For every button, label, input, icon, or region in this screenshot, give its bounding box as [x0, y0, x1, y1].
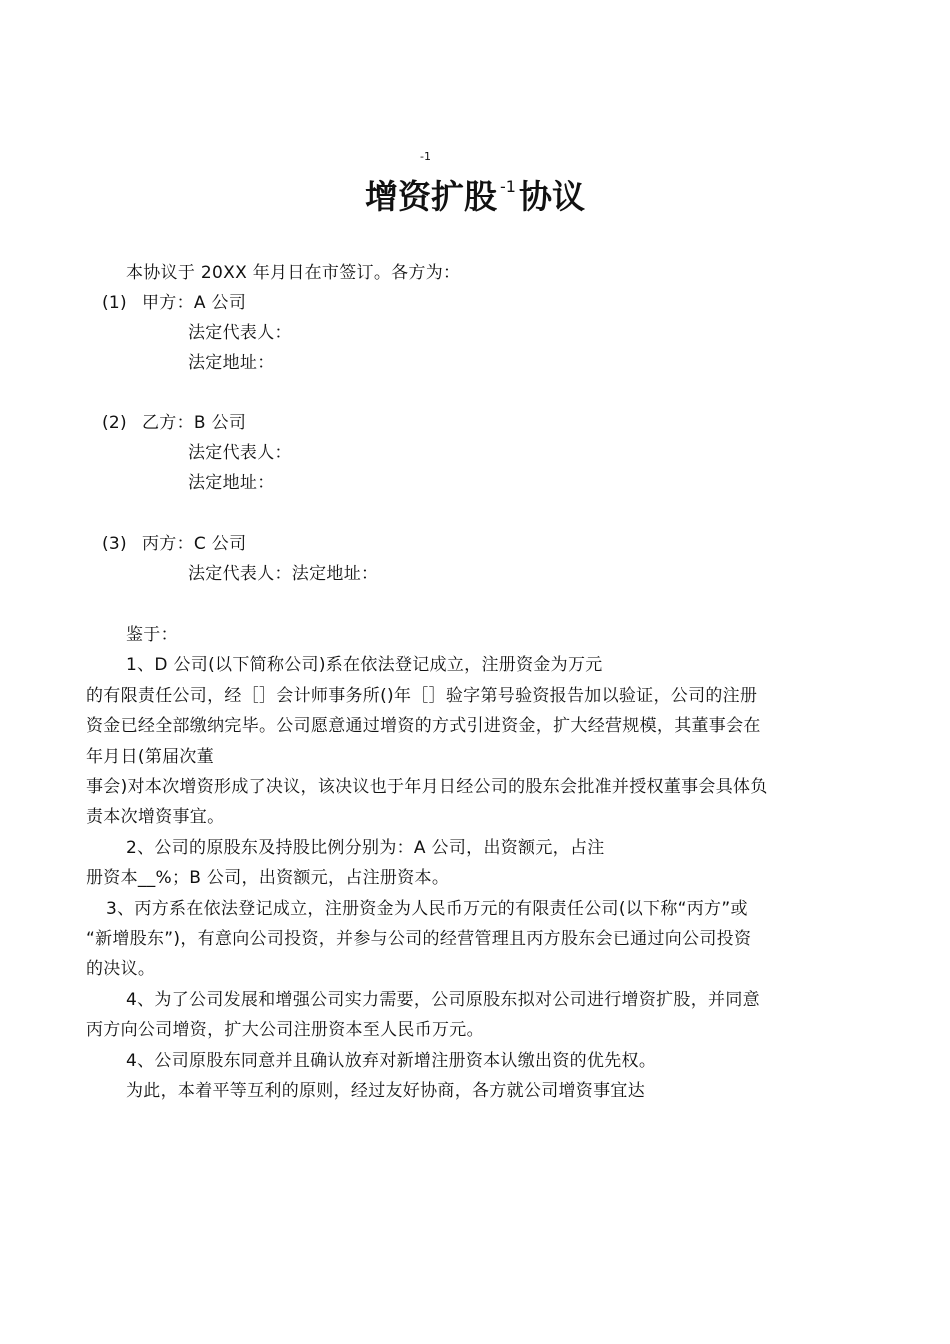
- title-part-2: 协议: [518, 177, 585, 216]
- body-line: 2、公司的原股东及持股比例分别为：A 公司，出资额元，占注: [126, 838, 605, 858]
- body-line: “新增股东”)，有意向公司投资，并参与公司的经营管理且丙方股东会已通过向公司投资: [86, 929, 752, 949]
- document-title: [0, 165, 950, 219]
- body-line: 4、公司原股东同意并且确认放弃对新增注册资本认缴出资的优先权。: [126, 1051, 657, 1071]
- body-line: 的决议。: [86, 959, 156, 979]
- body-line: 3、丙方系在依法登记成立，注册资金为人民币万元的有限责任公司(以下称“丙方”或: [106, 899, 748, 919]
- body-line: 资金已经全部缴纳完毕。公司愿意通过增资的方式引进资金，扩大经营规模，其董事会在: [86, 716, 761, 736]
- body-line: 为此，本着平等互利的原则，经过友好协商，各方就公司增资事宜达: [126, 1081, 645, 1101]
- body-line: 责本次增资事宜。: [86, 807, 225, 827]
- body-line: 的有限责任公司，经［］会计师事务所()年［］验字第号验资报告加以验证，公司的注册: [86, 686, 758, 706]
- party-legal-rep-address: 法定代表人：法定地址：: [188, 564, 379, 584]
- page-marker: -1: [420, 150, 431, 163]
- body-line: 年月日(第届次董: [86, 747, 215, 767]
- party-legal-rep: 法定代表人：: [188, 323, 292, 343]
- title-superscript: -1: [500, 177, 516, 196]
- body-line: 丙方向公司增资，扩大公司注册资本至人民币万元。: [86, 1020, 484, 1040]
- body-line: 册资本__%；B 公司，出资额元，占注册资本。: [86, 868, 450, 888]
- party-index: (2): [102, 413, 127, 433]
- body-line: 1、D 公司(以下简称公司)系在依法登记成立，注册资金为万元: [126, 655, 603, 675]
- party-name: 甲方：A 公司: [142, 293, 247, 313]
- whereas-heading: 鉴于：: [126, 625, 178, 645]
- party-name: 乙方：B 公司: [142, 413, 247, 433]
- body-line: 4、为了公司发展和增强公司实力需要，公司原股东拟对公司进行增资扩股，并同意: [126, 990, 760, 1010]
- party-legal-rep: 法定代表人：: [188, 443, 292, 463]
- party-legal-address: 法定地址：: [188, 353, 275, 373]
- party-legal-address: 法定地址：: [188, 473, 275, 493]
- party-name: 丙方：C 公司: [142, 534, 247, 554]
- party-index: (3): [102, 534, 127, 554]
- body-line: 事会)对本次增资形成了决议，该决议也于年月日经公司的股东会批准并授权董事会具体负: [86, 777, 768, 797]
- party-index: (1): [102, 293, 127, 313]
- intro-line: 本协议于 20XX 年月日在市签订。各方为：: [126, 263, 461, 283]
- title-part-1: 增资扩股: [365, 177, 498, 216]
